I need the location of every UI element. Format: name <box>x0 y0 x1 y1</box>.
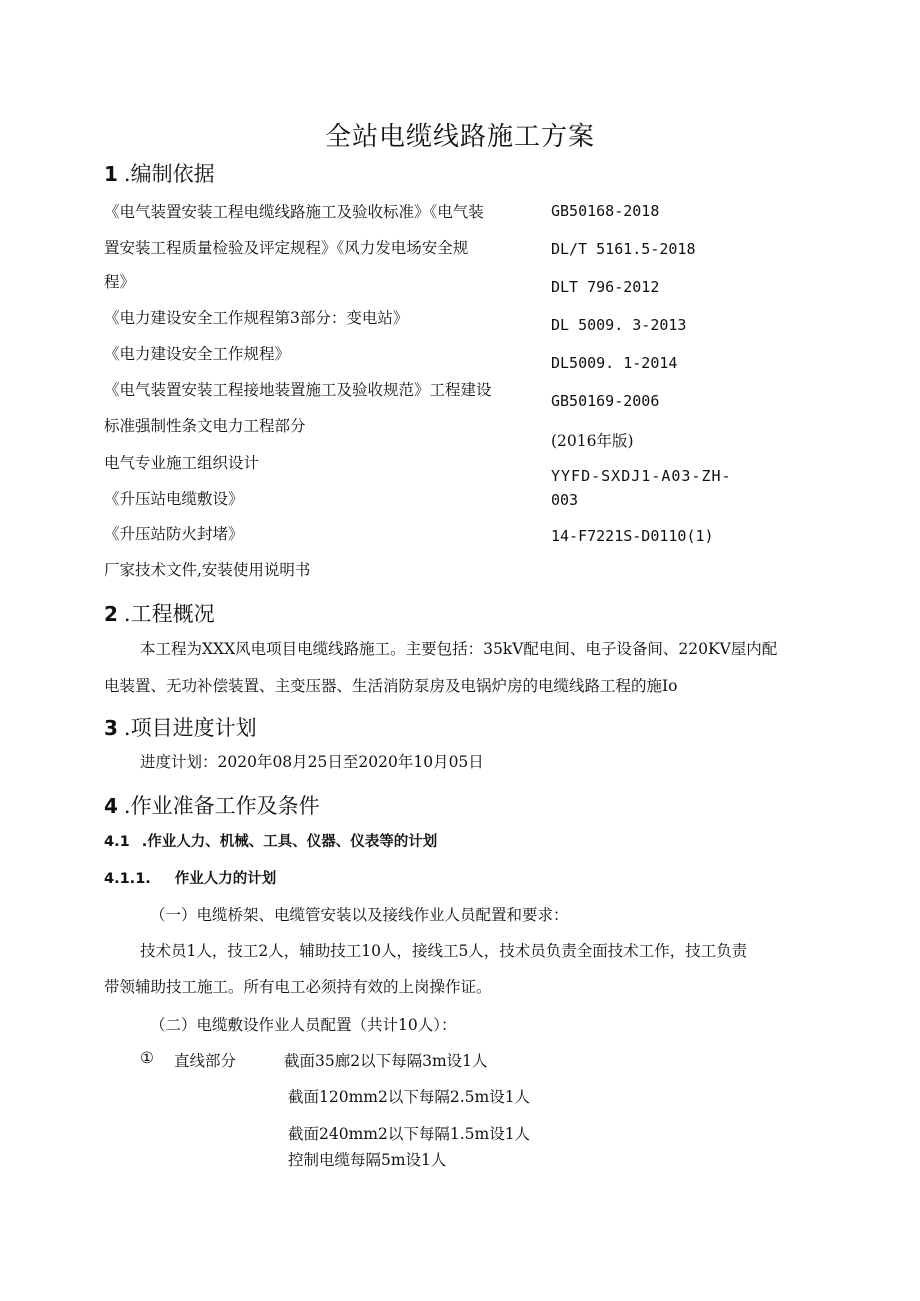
subsection-number: 4.1.1. <box>104 871 151 887</box>
subsection-title: 作业人力的计划 <box>174 871 277 887</box>
reference-line: 《电气装置安装工程接地装置施工及验收规范》工程建设 <box>104 381 492 399</box>
subsection-title: .作业人力、机械、工具、仪器、仪表等的计划 <box>141 834 438 850</box>
reference-line: 电气专业施工组织设计 <box>104 454 260 472</box>
section-title: .编制依据 <box>123 162 215 186</box>
overview-paragraph-line: 电装置、无功补偿装置、主变压器、生活消防泵房及电锅炉房的电缆线路工程的施Io <box>104 677 678 695</box>
reference-line: 《电气装置安装工程电缆线路施工及验收标准》《电气装 <box>104 203 484 221</box>
spacing-rule: 截面120mm2以下每隔2.5m设1人 <box>288 1088 531 1106</box>
section-title: .工程概况 <box>123 602 215 626</box>
reference-line: 置安装工程质量检验及评定规程》《风力发电场安全规 <box>104 239 469 257</box>
section-number: 3 <box>104 716 118 740</box>
subsection-4-1-heading <box>104 830 437 851</box>
section-title: .作业准备工作及条件 <box>123 794 320 818</box>
standard-code: 14-F7221S-D0110(1) <box>551 527 714 545</box>
section-title: .项目进度计划 <box>123 716 257 740</box>
standard-code: DL/T 5161.5-2018 <box>551 240 696 258</box>
spacing-rule: 截面240mm2以下每隔1.5m设1人 <box>288 1125 531 1143</box>
spacing-rule: 控制电缆每隔5m设1人 <box>288 1151 447 1169</box>
section-number: 2 <box>104 602 118 626</box>
document-title: 全站电缆线路施工方案 <box>324 122 595 152</box>
standard-code: 003 <box>551 491 579 509</box>
standard-code: GB50168-2018 <box>551 202 660 220</box>
standard-code: (2016年版) <box>551 432 634 450</box>
list-label: 直线部分 <box>174 1052 237 1070</box>
list-marker: ① <box>140 1049 154 1067</box>
standard-code: GB50169-2006 <box>551 392 660 410</box>
reference-line: 程》 <box>104 273 136 291</box>
standard-code: DL5009. 1-2014 <box>551 354 678 372</box>
section-2-heading <box>104 598 215 628</box>
reference-line: 《升压站电缆敷设》 <box>104 490 244 508</box>
subsection-4-1-1-heading <box>104 867 276 888</box>
subsection-number: 4.1 <box>104 834 130 850</box>
standard-code: YYFD-SXDJ1-A03-ZH- <box>551 467 732 485</box>
section-number: 1 <box>104 162 118 186</box>
section-1-heading <box>104 158 215 188</box>
standard-code: DLT 796-2012 <box>551 278 660 296</box>
reference-line: 标准强制性条文电力工程部分 <box>104 417 306 435</box>
overview-paragraph-line: 本工程为XXX风电项目电缆线路施工。主要包括：35kV配电间、电子设备间、220KV屋内配 <box>140 640 778 658</box>
staffing-paragraph-line: 带领辅助技工施工。所有电工必须持有效的上岗操作证。 <box>104 978 492 996</box>
section-number: 4 <box>104 794 118 818</box>
reference-line: 《电力建设安全工作规程》 <box>104 345 291 363</box>
staffing-item-1: （一）电缆桥架、电缆管安装以及接线作业人员配置和要求： <box>150 906 569 924</box>
spacing-rule: 截面35廊2以下每隔3m设1人 <box>284 1052 488 1070</box>
standard-code: DL 5009. 3-2013 <box>551 316 687 334</box>
section-4-heading <box>104 790 320 820</box>
section-3-heading <box>104 712 257 742</box>
staffing-item-2: （二）电缆敷设作业人员配置（共计10人）： <box>150 1016 457 1034</box>
staffing-paragraph-line: 技术员1人，技工2人，辅助技工10人，接线工5人，技术员负责全面技术工作，技工负责 <box>140 942 748 960</box>
reference-line: 《电力建设安全工作规程第3部分：变电站》 <box>104 309 409 327</box>
schedule-paragraph: 进度计划：2020年08月25日至2020年10月05日 <box>140 753 484 771</box>
reference-line: 《升压站防火封堵》 <box>104 525 244 543</box>
reference-line: 厂家技术文件,安装使用说明书 <box>104 561 311 579</box>
